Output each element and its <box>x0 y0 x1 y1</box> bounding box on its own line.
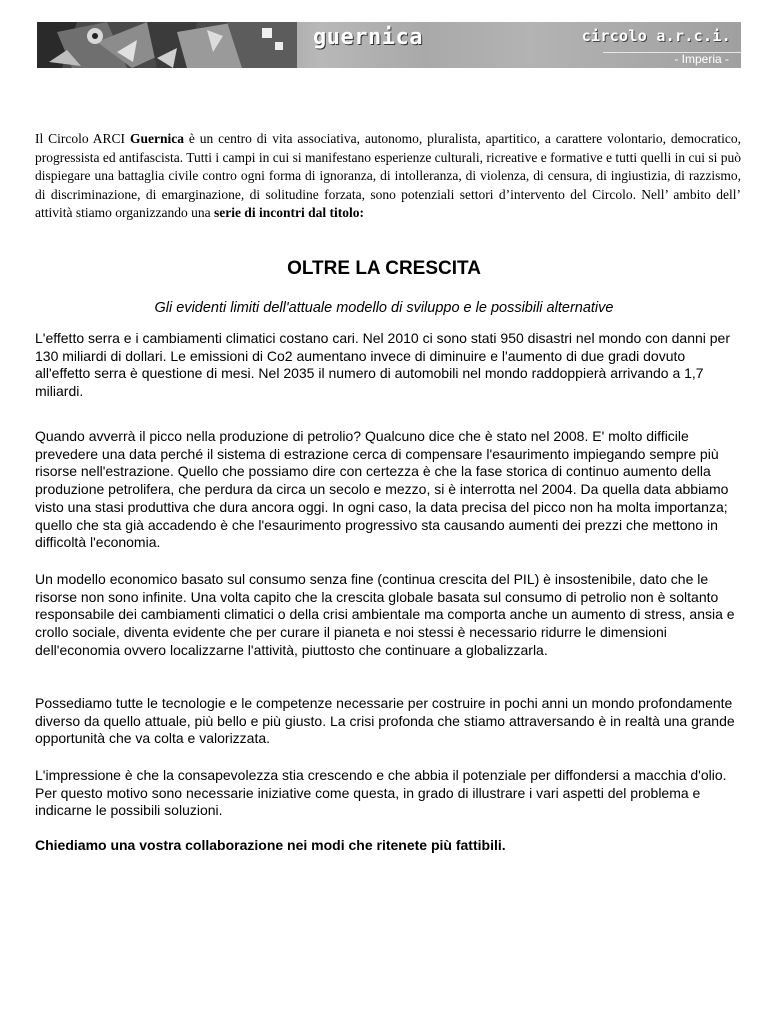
intro-text-start: Il Circolo ARCI <box>35 131 130 146</box>
paragraph-climate: L'effetto serra e i cambiamenti climatici costano cari. Nel 2010 ci sono stati 950 disastri nel mondo con danni per 130 miliardi di dollari. Le emissioni di Co2 aumentano invece di diminuire e l'aumento di due gradi dovuto all'effetto serra è questione di mesi. Nel 2035 il numero di automobili nel mondo raddoppierà arrivando a 1,7 miliardi. <box>35 330 730 400</box>
paragraph-oil-peak: Quando avverrà il picco nella produzione di petrolio? Qualcuno dice che è stato nel 2008. E' molto difficile prevedere una data perché il sistema di estrazione cerca di compensare l'esaurimento impiegando sempre più risorse nell'estrazione. Quello che possiamo dire con certezza è che la fase storica di continuo aumento della produzione petrolifera, che perdura da circa un secolo e mezzo, si è interrotta nel 2004. Da quella data abbiamo visto una stasi produttiva che dura ancora oggi. In ogni caso, la data precisa del picco non ha molta importanza; quello che sta già accadendo è che l'esaurimento progressivo sta causando aumenti dei prezzi che mettono in difficoltà l'economia. <box>35 428 729 551</box>
intro-series-label: serie di incontri dal titolo: <box>213 205 364 220</box>
brand-name: guernica <box>313 25 423 50</box>
circolo-label: circolo a.r.c.i. <box>581 27 731 45</box>
intro-paragraph <box>35 130 741 223</box>
guernica-collage-image <box>37 22 297 68</box>
closing-statement: Chiediamo una vostra collaborazione nei modi che ritenete più fattibili. <box>35 837 506 853</box>
intro-text-middle: è un centro di vita associativa, autonomo, pluralista, apartitico, a carattere volontario, democratico, progressista ed antifascista. Tutti i campi in cui si manifestano esperienze culturali, ricreative e formative e tutti quelli in cui si può dispiegare una battaglia civile contro ogni forma di ignoranza, di intolleranza, di violenza, di censura, di ingiustizia, di razzismo, di discriminazione, di emarginazione, di solitudine forzata, sono potenziali settori d’intervento del Circolo. Nell’ ambito dell’ attività stiamo organizzando una <box>35 131 741 220</box>
paragraph-technologies: Possediamo tutte le tecnologie e le competenze necessarie per costruire in pochi anni un mondo profondamente diverso da quello attuale, più bello e più giusto. La crisi profonda che stiamo attraversando è in realtà una grande opportunità che va colta e valorizzata. <box>35 695 735 747</box>
page-subtitle: Gli evidenti limiti dell'attuale modello di sviluppo e le possibili alternative <box>154 300 614 316</box>
paragraph-economic-model: Un modello economico basato sul consumo senza fine (continua crescita del PIL) è insostenibile, dato che le risorse non sono infinite. Una volta capito che la crescita globale basata sul consumo di petrolio non è soltanto responsabile dei cambiamenti climatici o della crisi ambientale ma comporta anche un aumento di stress, ansia e crollo sociale, diventa evidente che per curare il pianeta e noi stessi è necessario ridurre le dimensioni dell'economia ovvero localizzarne l'attività, piuttosto che continuare a globalizzarla. <box>35 571 735 658</box>
city-label: - Imperia - <box>674 52 729 66</box>
page-title: OLTRE LA CRESCITA <box>287 258 481 279</box>
intro-circolo-name: Guernica <box>129 131 184 146</box>
header-banner <box>37 22 741 68</box>
paragraph-awareness: L'impressione è che la consapevolezza stia crescendo e che abbia il potenziale per diffondersi a macchia d'olio. Per questo motivo sono necessarie iniziative come questa, in grado di illustrare i vari aspetti del problema e indicarne le possibili soluzioni. <box>35 767 727 819</box>
